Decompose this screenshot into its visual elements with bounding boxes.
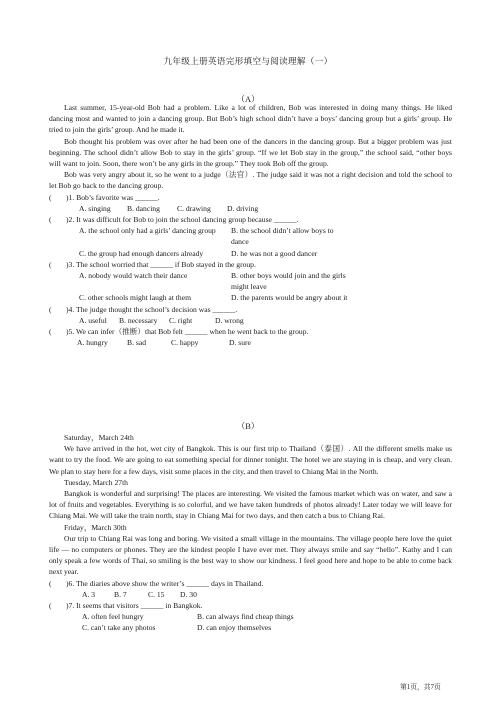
options <box>49 611 452 622</box>
option: D. sure <box>229 338 251 348</box>
options <box>49 248 452 259</box>
paragraph: Bob was very angry about it, so he went to a judge（法官）. The judge said it was not a right decision and told the school to let Bob go back to the dancing group. <box>49 170 452 191</box>
option: D. wrong <box>215 315 244 325</box>
option: B. the school didn’t allow boys to dance <box>231 226 334 247</box>
option: C. happy <box>171 338 199 348</box>
option: D. can enjoy themselves <box>197 623 272 633</box>
options <box>49 315 452 326</box>
question-1 <box>49 192 452 203</box>
answer-blank: ( <box>49 578 52 588</box>
section-a-body <box>49 102 452 348</box>
diary-date: Friday，March 30th <box>64 522 127 532</box>
option: B. sad <box>127 338 146 348</box>
option: C. drawing <box>177 203 211 213</box>
question-text: )3. The school worried that ______ if Bob stayed in the group. <box>66 259 256 269</box>
option: B. necessary <box>119 315 158 325</box>
option: A. hungry <box>77 338 108 348</box>
paragraph: Last summer, 15-year-old Bob had a problem. Like a lot of children, Bob was interested in doing many things. He liked dancing most and wanted to join a dancing group. But Bob’s high school didn’t have a boys’ dancing group but a girls’ group. He tried to join the girls’ group. And he made it. <box>49 103 452 135</box>
paragraph: Our trip to Chiang Rai was long and boring. We visited a small village in the mountains. The village people here love the quiet life — no computers or phones. They are the kindest people I have ever met. They always smile and say “hello”. Kathy and I can only speak a few words of Thai, so smiling is the best way to show our kindness. I feel good here and hope to be able to come back next year. <box>49 533 452 577</box>
question-7 <box>49 600 452 611</box>
option: A. useful <box>79 315 107 325</box>
question-text: )1. Bob’s favorite was ______. <box>66 192 160 202</box>
answer-blank: ( <box>49 215 52 225</box>
section-a-label: （A） <box>236 95 260 104</box>
paragraph: We have arrived in the hot, wet city of Bangkok. This is our first trip to Thailand（泰国）. All the different smells make us want to try the food. We are going to eat something special for dinner tonight. The hotel we are staying in is cheap, and very clean. We plan to stay here for a few days, visit some places in the city, and then travel to Chiang Mai in the North. <box>49 444 452 476</box>
option: A. often feel hungry <box>82 612 144 622</box>
options <box>49 589 452 600</box>
options <box>49 292 452 303</box>
question-text: )7. It seems that visitors ______ in Bangkok. <box>66 601 203 611</box>
option: A. nobody would watch their dance <box>79 271 188 281</box>
answer-blank: ( <box>49 259 52 269</box>
diary-date: Tuesday, March 27th <box>64 477 128 487</box>
option: C. 15 <box>148 589 165 599</box>
question-text: )4. The judge thought the school’s decision was ______. <box>66 304 238 314</box>
question-2 <box>49 214 452 225</box>
section-b-body <box>49 432 452 634</box>
paragraph: Bangkok is wonderful and surprising! The places are interesting. We visited the famous market which was on water, and saw a lot of fruits and vegetables. Everything is so colorful, and we have taken hundreds of photos already! Later today we will leave for Chiang Mai. We will take the train north, stay in Chiang Mai for two days, and then catch a bus to Chiang Rai. <box>49 489 452 521</box>
page-footer: 第1页，共7页 <box>400 684 441 691</box>
option: C. other schools might laugh at them <box>79 293 191 303</box>
answer-blank: ( <box>49 192 52 202</box>
question-text: )5. We can infer（推断）that Bob felt ______ when he went back to the group. <box>66 327 309 337</box>
question-3 <box>49 259 452 270</box>
option: D. he was not a good dancer <box>231 248 318 258</box>
option: A. singing <box>79 203 111 213</box>
option: C. can’t take any photos <box>82 623 156 633</box>
options <box>49 203 452 214</box>
question-4 <box>49 304 452 315</box>
option: C. the group had enough dancers already <box>79 248 204 258</box>
answer-blank: ( <box>49 327 52 337</box>
answer-blank: ( <box>49 304 52 314</box>
page-title: 九年级上册英语完形填空与阅读理解（一） <box>163 56 333 66</box>
option: A. the school only had a girls’ dancing group <box>79 226 216 236</box>
question-text: )6. The diaries above show the writer’s ______ days in Thailand. <box>66 578 264 588</box>
option: D. 30 <box>180 589 197 599</box>
option: B. other boys would join and the girls might leave <box>231 271 346 292</box>
section-b-label: （B） <box>236 422 260 431</box>
option: B. can always find cheap things <box>197 612 294 622</box>
answer-blank: ( <box>49 601 52 611</box>
option: D. the parents would be angry about it <box>231 293 348 303</box>
question-text: )2. It was difficult for Bob to join the school dancing group because ______. <box>66 215 299 225</box>
option: C. right <box>169 315 193 325</box>
question-5 <box>49 326 452 337</box>
options <box>49 225 452 247</box>
option: B. dancing <box>127 203 160 213</box>
options <box>49 270 452 292</box>
paragraph: Bob thought his problem was over after he had been one of the dancers in the dancing group. But a bigger problem was just beginning. The school didn’t allow Bob to stay in the girls’ group. “If we let Bob stay in the group,” the school said, “other boys will want to join. Soon, there won’t be any girls in the group.” They took Bob off the group. <box>49 136 452 169</box>
options <box>49 337 452 348</box>
option: B. 7 <box>114 589 127 599</box>
option: D. driving <box>227 203 259 213</box>
question-6 <box>49 578 452 589</box>
option: A. 3 <box>82 589 96 599</box>
options <box>49 622 452 633</box>
diary-date: Saturday，March 24th <box>64 433 134 442</box>
